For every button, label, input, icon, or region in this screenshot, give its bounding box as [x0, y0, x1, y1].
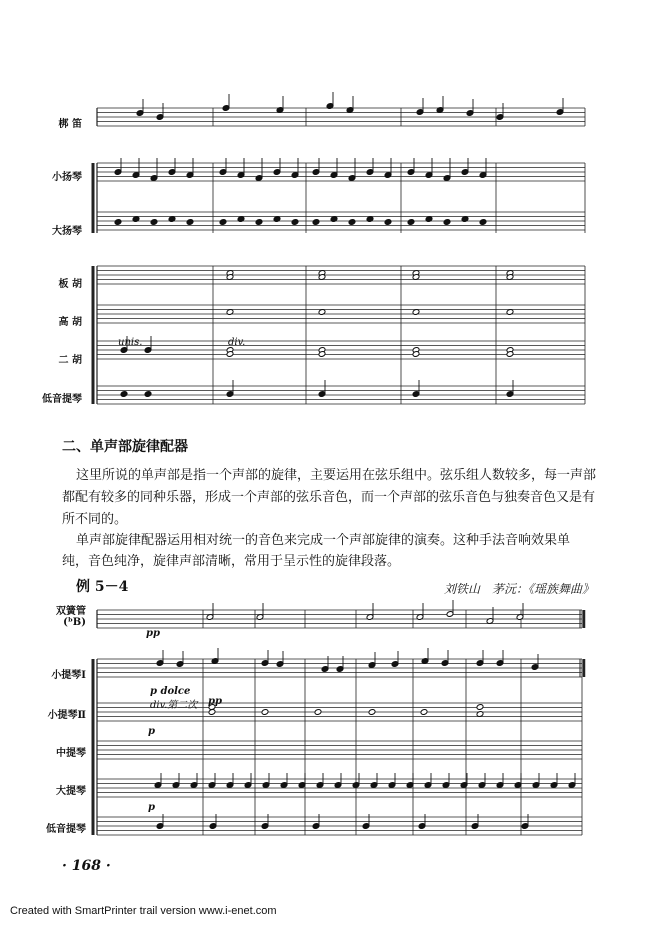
section-heading: 二、单声部旋律配器: [62, 439, 188, 455]
mark-p-violin2: p: [148, 726, 155, 737]
instrument-label-gaohu: 高 胡: [58, 317, 82, 328]
instrument-label-violin-2: 小提琴Ⅱ: [47, 710, 86, 721]
instrument-label-erhu: 二 胡: [58, 355, 82, 366]
instrument-label-cello: 大提琴: [56, 786, 86, 797]
paragraph2-line2: 纯，音色纯净，旋律声部清晰，常用于呈示性的旋律段落。: [62, 554, 401, 569]
example-label: 例 5－4: [76, 579, 129, 595]
instrument-label-double-bass-1: 低音提琴: [42, 394, 82, 405]
instrument-label-violin-1: 小提琴Ⅰ: [51, 670, 86, 681]
mark-pp-oboe: pp: [146, 628, 160, 639]
paragraph1-line3: 所不同的。: [62, 512, 128, 527]
mark-pp-violin2: pp: [208, 696, 222, 707]
mark-unis: unis.: [118, 337, 143, 348]
instrument-label-large-yangqin: 大扬琴: [52, 226, 82, 237]
instrument-label-banhu: 板 胡: [58, 279, 82, 290]
paragraph2-line1: 单声部旋律配器运用相对统一的音色来完成一个声部旋律的演奏。这种手法音响效果单: [76, 533, 571, 548]
instrument-label-bangdi: 梆 笛: [58, 119, 82, 130]
instrument-label-small-yangqin: 小扬琴: [52, 172, 82, 183]
instrument-label-viola: 中提琴: [56, 748, 86, 759]
footer-credit: Created with SmartPrinter trail version www.i-enet.com: [10, 905, 277, 917]
mark-div-second: div.第二次: [150, 700, 198, 711]
mark-div: div.: [228, 337, 246, 348]
instrument-label-oboe: 双簧管 (ᵇB): [56, 606, 86, 628]
paragraph1-line2: 都配有较多的同种乐器，形成一个声部的弦乐音色，而一个声部的弦乐音色与独奏音色又是有: [62, 490, 596, 505]
mark-p-dolce: p dolce: [150, 686, 191, 697]
instrument-label-double-bass-2: 低音提琴: [46, 824, 86, 835]
mark-p-cello: p: [148, 802, 155, 813]
paragraph1-line1: 这里所说的单声部是指一个声部的旋律，主要运用在弦乐组中。弦乐组人数较多，每一声部: [76, 468, 597, 483]
page-number: · 168 ·: [62, 858, 111, 874]
example-credit: 刘铁山 茅沅：《瑶族舞曲》: [443, 582, 594, 596]
